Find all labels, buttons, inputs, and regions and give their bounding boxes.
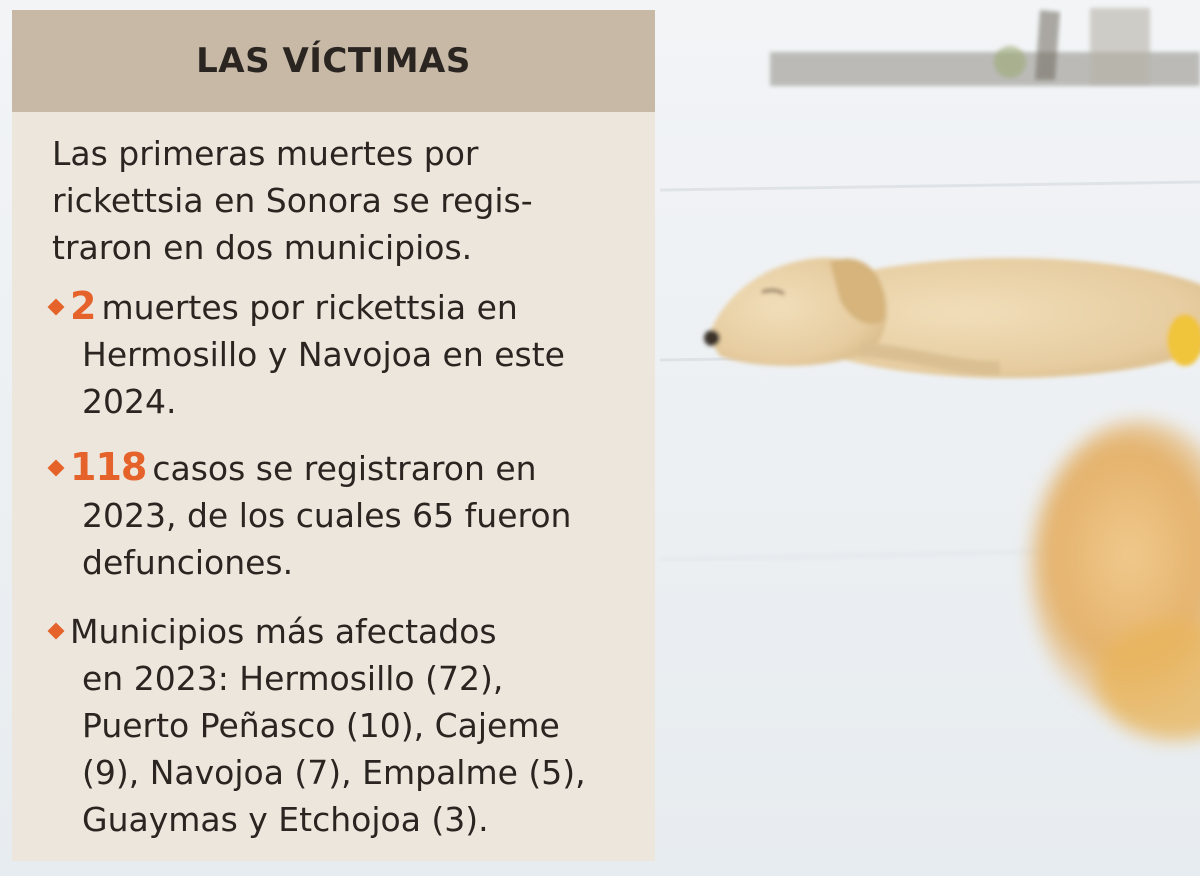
bullet-number: 2 <box>70 284 96 328</box>
bullet-text: Hermosillo y Navojoa en este 2024. <box>82 335 565 421</box>
bullet-diamond-icon <box>48 622 65 639</box>
bullet-diamond-icon <box>48 459 65 476</box>
bullet-text: en 2023: Hermosillo (72), Puerto Peñasco (10), Cajeme (9), Navojoa (7), Empalme (5), Guaymas y Etchojoa (3). <box>82 659 586 839</box>
sleeping-dog <box>704 258 1200 378</box>
infobox-title: LAS VÍCTIMAS <box>196 41 471 81</box>
bullet-first-line: casos se registraron en <box>152 449 537 488</box>
bullet-number: 118 <box>70 445 147 489</box>
bullet-text: 2023, de los cuales 65 fueron defunciones. <box>82 496 572 582</box>
bullet-item <box>50 444 630 586</box>
bullet-item <box>50 283 630 425</box>
bullet-diamond-icon <box>48 298 65 315</box>
intro-paragraph: Las primeras muertes por rickettsia en Sonora se regis- traron en dos municipios. <box>52 134 533 267</box>
bullet-first-line: Municipios más afectados <box>70 612 497 651</box>
infobox-header <box>12 10 655 112</box>
bullet-item <box>50 608 630 843</box>
bullet-first-line: muertes por rickettsia en <box>101 288 518 327</box>
